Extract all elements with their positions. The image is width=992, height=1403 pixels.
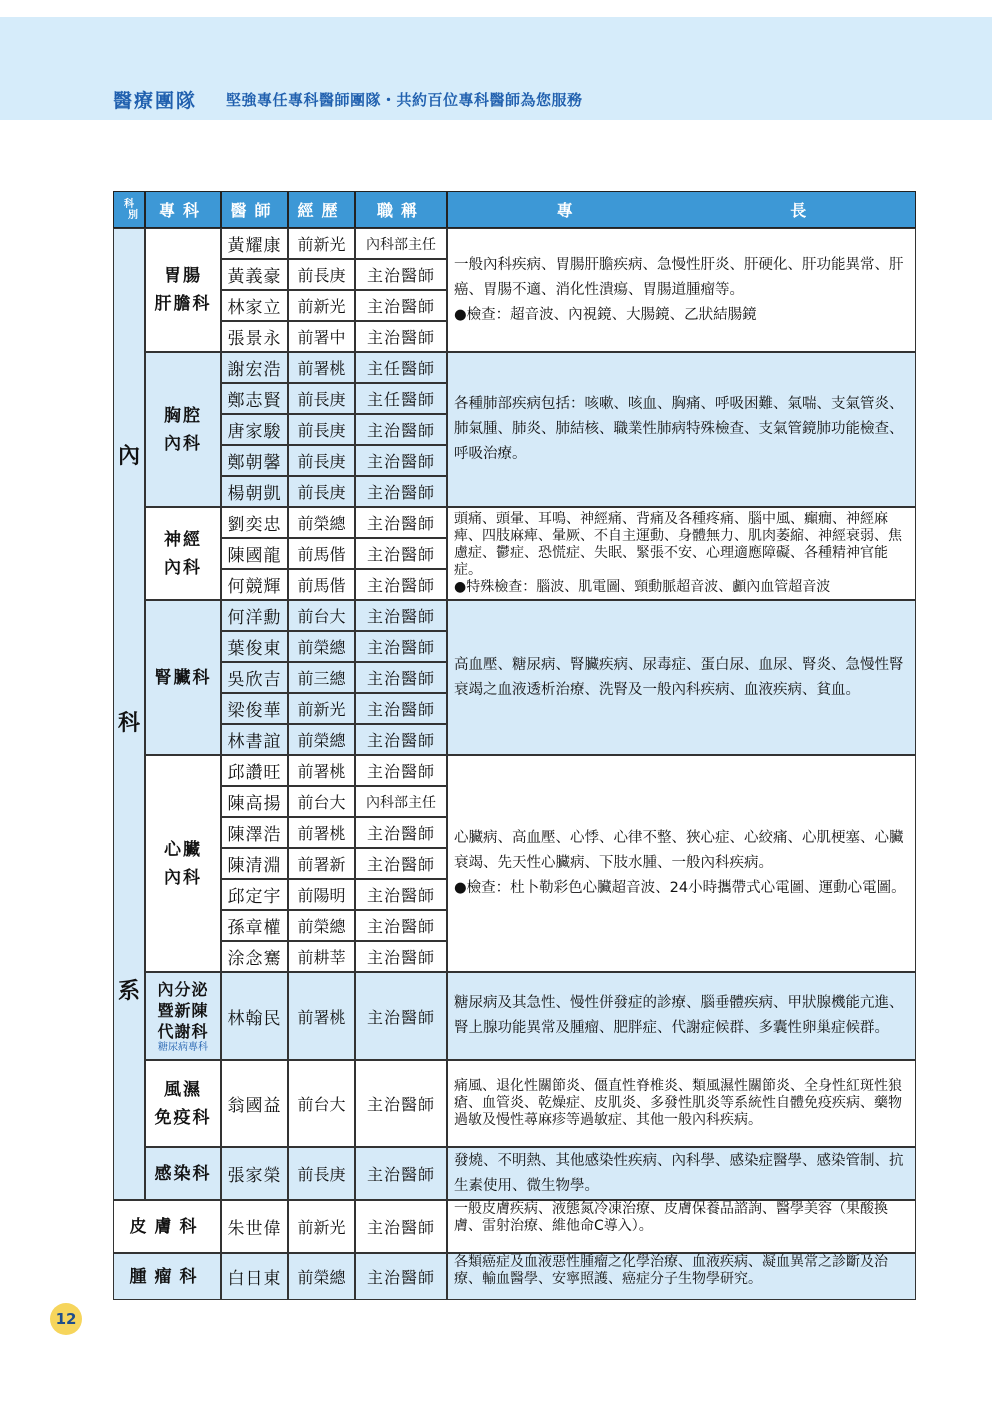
department-name [145, 1060, 221, 1147]
doctor-position: 主治醫師 [355, 445, 447, 476]
header-expertise [447, 191, 916, 228]
doctor-position: 主治醫師 [355, 662, 447, 693]
doctor-experience: 前榮總 [288, 507, 355, 538]
page-number: 12 [50, 1303, 82, 1335]
doctor-experience: 前陽明 [288, 879, 355, 910]
doctor-name: 張家榮 [221, 1147, 288, 1200]
doctor-name: 謝宏浩 [221, 352, 288, 383]
doctor-position: 主治醫師 [355, 879, 447, 910]
department-expertise [447, 507, 916, 600]
doctor-experience: 前長庚 [288, 383, 355, 414]
expertise-paragraph: 心臟病、高血壓、心悸、心律不整、狹心症、心絞痛、心肌梗塞、心臟衰竭、先天性心臟病、下肢水腫、一般內科疾病。 [454, 830, 904, 871]
doctor-name: 楊朝凱 [221, 476, 288, 507]
doctor-name: 梁俊華 [221, 693, 288, 724]
department-note: 糖尿病專科 [158, 1041, 208, 1053]
department-expertise [447, 352, 916, 507]
expertise-paragraph: ●檢查：杜卜勒彩色心臟超音波、24小時攜帶式心電圖、運動心電圖。 [454, 880, 906, 896]
system-label-char: 內 [118, 444, 141, 469]
department-name [145, 352, 221, 507]
doctor-name: 黃義豪 [221, 259, 288, 290]
doctor-name: 朱世偉 [221, 1200, 288, 1253]
doctor-position: 主任醫師 [355, 383, 447, 414]
doctor-position: 內科部主任 [355, 228, 447, 259]
doctor-experience: 前台大 [288, 1060, 355, 1147]
doctor-position: 主治醫師 [355, 817, 447, 848]
doctor-position: 主治醫師 [355, 600, 447, 631]
expertise-paragraph: 各類癌症及血液惡性腫瘤之化學治療、血液疾病、凝血異常之診斷及治療、輸血醫學、安寧照護、癌症分子生物學研究。 [454, 1254, 888, 1287]
header-category-char: 別 [128, 209, 138, 221]
doctor-experience: 前台大 [288, 786, 355, 817]
doctor-position: 主治醫師 [355, 910, 447, 941]
department-name [145, 972, 221, 1060]
doctor-experience: 前長庚 [288, 414, 355, 445]
department-name [145, 755, 221, 972]
doctor-position: 主治醫師 [355, 848, 447, 879]
doctor-name: 何洋勳 [221, 600, 288, 631]
doctor-position: 主治醫師 [355, 1060, 447, 1147]
department-name-line: 內科 [164, 557, 202, 578]
header-doctor: 醫師 [221, 191, 288, 228]
doctor-experience: 前榮總 [288, 1253, 355, 1300]
department-name-line: 風濕 [164, 1079, 202, 1100]
doctor-position: 主治醫師 [355, 972, 447, 1060]
header-category-char: 科 [124, 198, 134, 210]
department-name-line: 腎臟科 [154, 667, 212, 688]
doctor-experience: 前榮總 [288, 631, 355, 662]
department-name-line: 胸腔 [164, 405, 202, 426]
doctor-experience: 前署中 [288, 321, 355, 352]
department-expertise [447, 972, 916, 1060]
doctor-position: 主治醫師 [355, 755, 447, 786]
doctor-experience: 前榮總 [288, 724, 355, 755]
doctor-position: 主治醫師 [355, 693, 447, 724]
doctor-name: 鄭志賢 [221, 383, 288, 414]
doctor-name: 孫章權 [221, 910, 288, 941]
expertise-paragraph: ●特殊檢查：腦波、肌電圖、頸動脈超音波、顱內血管超音波 [454, 579, 831, 595]
doctor-experience: 前新光 [288, 228, 355, 259]
header-expertise-left: 專 [556, 201, 573, 220]
department-expertise [447, 1147, 916, 1200]
doctor-position: 主治醫師 [355, 1200, 447, 1253]
department-name: 腫瘤科 [113, 1253, 221, 1300]
doctor-name: 陳國龍 [221, 538, 288, 569]
department-expertise [447, 228, 916, 352]
doctor-experience: 前署桃 [288, 817, 355, 848]
doctor-name: 白日東 [221, 1253, 288, 1300]
doctor-name: 黃耀康 [221, 228, 288, 259]
doctor-name: 陳清淵 [221, 848, 288, 879]
expertise-paragraph: 發燒、不明熱、其他感染性疾病、內科學、感染症醫學、感染管制、抗生素使用、微生物學。 [454, 1152, 904, 1194]
doctor-name: 陳澤浩 [221, 817, 288, 848]
doctor-position: 主治醫師 [355, 414, 447, 445]
department-expertise [447, 1060, 916, 1147]
department-expertise [447, 600, 916, 755]
doctor-experience: 前新光 [288, 1200, 355, 1253]
doctor-experience: 前台大 [288, 600, 355, 631]
expertise-paragraph: 一般內科疾病、胃腸肝膽疾病、急慢性肝炎、肝硬化、肝功能異常、肝癌、胃腸不適、消化性潰瘍、胃腸道腫瘤等。 [454, 256, 904, 298]
doctor-name: 林翰民 [221, 972, 288, 1060]
expertise-paragraph: 高血壓、糖尿病、腎臟疾病、尿毒症、蛋白尿、血尿、腎炎、急慢性腎衰竭之血液透析治療、洗腎及一般內科疾病、血液疾病、貧血。 [454, 656, 904, 698]
doctor-name: 邱定宇 [221, 879, 288, 910]
doctor-name: 鄭朝馨 [221, 445, 288, 476]
doctor-position: 主治醫師 [355, 569, 447, 600]
department-name-line: 肝膽科 [154, 294, 212, 314]
section-subtitle: 堅強專任專科醫師團隊・共約百位專科醫師為您服務 [226, 91, 583, 109]
doctor-experience: 前長庚 [288, 259, 355, 290]
doctor-experience: 前長庚 [288, 1147, 355, 1200]
doctor-experience: 前耕莘 [288, 941, 355, 972]
expertise-paragraph: 一般皮膚疾病、液態氮冷凍治療、皮膚保養品諮詢、醫學美容（果酸換膚、雷射治療、維他命C導入）。 [454, 1201, 888, 1234]
doctor-position: 內科部主任 [355, 786, 447, 817]
header-category [113, 191, 145, 228]
doctor-position: 主治醫師 [355, 724, 447, 755]
department-name [145, 1147, 221, 1200]
header-position: 職稱 [355, 191, 447, 228]
doctor-position: 主治醫師 [355, 321, 447, 352]
doctor-name: 吳欣吉 [221, 662, 288, 693]
header-specialty: 專科 [145, 191, 221, 228]
doctor-experience: 前馬偕 [288, 538, 355, 569]
doctor-name: 涂念騫 [221, 941, 288, 972]
doctor-position: 主治醫師 [355, 1147, 447, 1200]
department-name-line: 代謝科 [157, 1021, 209, 1041]
doctor-experience: 前署桃 [288, 755, 355, 786]
expertise-paragraph: ●檢查：超音波、內視鏡、大腸鏡、乙狀結腸鏡 [454, 306, 757, 323]
department-expertise [447, 1200, 916, 1253]
department-name-line: 免疫科 [154, 1107, 212, 1128]
doctor-position: 主治醫師 [355, 259, 447, 290]
department-name [145, 600, 221, 755]
doctor-position: 主治醫師 [355, 507, 447, 538]
doctor-name: 葉俊東 [221, 631, 288, 662]
doctor-position: 主治醫師 [355, 941, 447, 972]
doctor-name: 何競輝 [221, 569, 288, 600]
system-column [113, 228, 145, 1200]
department-name [145, 507, 221, 600]
section-title: 醫療團隊 [113, 90, 198, 112]
department-name [145, 228, 221, 352]
department-expertise [447, 755, 916, 972]
expertise-paragraph: 痛風、退化性關節炎、僵直性脊椎炎、類風濕性關節炎、全身性紅斑性狼瘡、血管炎、乾燥症、皮肌炎、多發性肌炎等系統性自體免疫疾病、藥物過敏及慢性蕁麻疹等過敏症、其他一般內科疾病。 [454, 1078, 902, 1128]
department-name-line: 神經 [164, 529, 202, 550]
doctor-position: 主治醫師 [355, 290, 447, 321]
doctor-name: 劉奕忠 [221, 507, 288, 538]
doctor-experience: 前長庚 [288, 476, 355, 507]
doctor-position: 主治醫師 [355, 631, 447, 662]
doctor-name: 翁國益 [221, 1060, 288, 1147]
doctor-experience: 前新光 [288, 290, 355, 321]
department-expertise [447, 1253, 916, 1300]
system-label-char: 系 [118, 979, 141, 1004]
expertise-paragraph: 各種肺部疾病包括：咳嗽、咳血、胸痛、呼吸困難、氣喘、支氣管炎、肺氣腫、肺炎、肺結核、職業性肺病特殊檢查、支氣管鏡肺功能檢查、呼吸治療。 [454, 396, 904, 462]
doctor-name: 邱讚旺 [221, 755, 288, 786]
department-name-line: 內科 [164, 867, 202, 888]
doctor-position: 主治醫師 [355, 476, 447, 507]
doctor-experience: 前長庚 [288, 445, 355, 476]
doctor-position: 主治醫師 [355, 1253, 447, 1300]
system-label-char: 科 [118, 711, 141, 736]
department-name-line: 內分泌 [157, 979, 209, 999]
department-name: 皮膚科 [113, 1200, 221, 1253]
expertise-paragraph: 頭痛、頭暈、耳鳴、神經痛、背痛及各種疼痛、腦中風、癲癇、神經麻痺、四肢麻痺、暈厥、不自主運動、身體無力、肌肉萎縮、神經衰弱、焦慮症、鬱症、恐慌症、失眠、緊張不安、心理適應障礙、各種精神官能症。 [454, 511, 902, 578]
doctor-experience: 前榮總 [288, 910, 355, 941]
doctor-experience: 前三總 [288, 662, 355, 693]
doctor-position: 主治醫師 [355, 538, 447, 569]
header-experience: 經歷 [288, 191, 355, 228]
department-name-line: 胃腸 [164, 266, 202, 286]
doctor-experience: 前署新 [288, 848, 355, 879]
header-expertise-right: 長 [790, 201, 807, 220]
doctor-name: 陳高揚 [221, 786, 288, 817]
doctor-experience: 前署桃 [288, 352, 355, 383]
doctor-experience: 前署桃 [288, 972, 355, 1060]
doctor-name: 林家立 [221, 290, 288, 321]
department-name-line: 感染科 [154, 1163, 212, 1184]
doctor-name: 林書誼 [221, 724, 288, 755]
expertise-paragraph: 糖尿病及其急性、慢性併發症的診療、腦垂體疾病、甲狀腺機能亢進、腎上腺功能異常及腫瘤、肥胖症、代謝症候群、多囊性卵巢症候群。 [454, 995, 904, 1036]
doctor-name: 唐家駿 [221, 414, 288, 445]
doctor-experience: 前新光 [288, 693, 355, 724]
doctor-experience: 前馬偕 [288, 569, 355, 600]
doctor-name: 張景永 [221, 321, 288, 352]
department-name-line: 心臟 [164, 839, 202, 860]
department-name-line: 暨新陳 [157, 1000, 209, 1020]
department-name-line: 內科 [164, 433, 202, 454]
doctor-position: 主任醫師 [355, 352, 447, 383]
